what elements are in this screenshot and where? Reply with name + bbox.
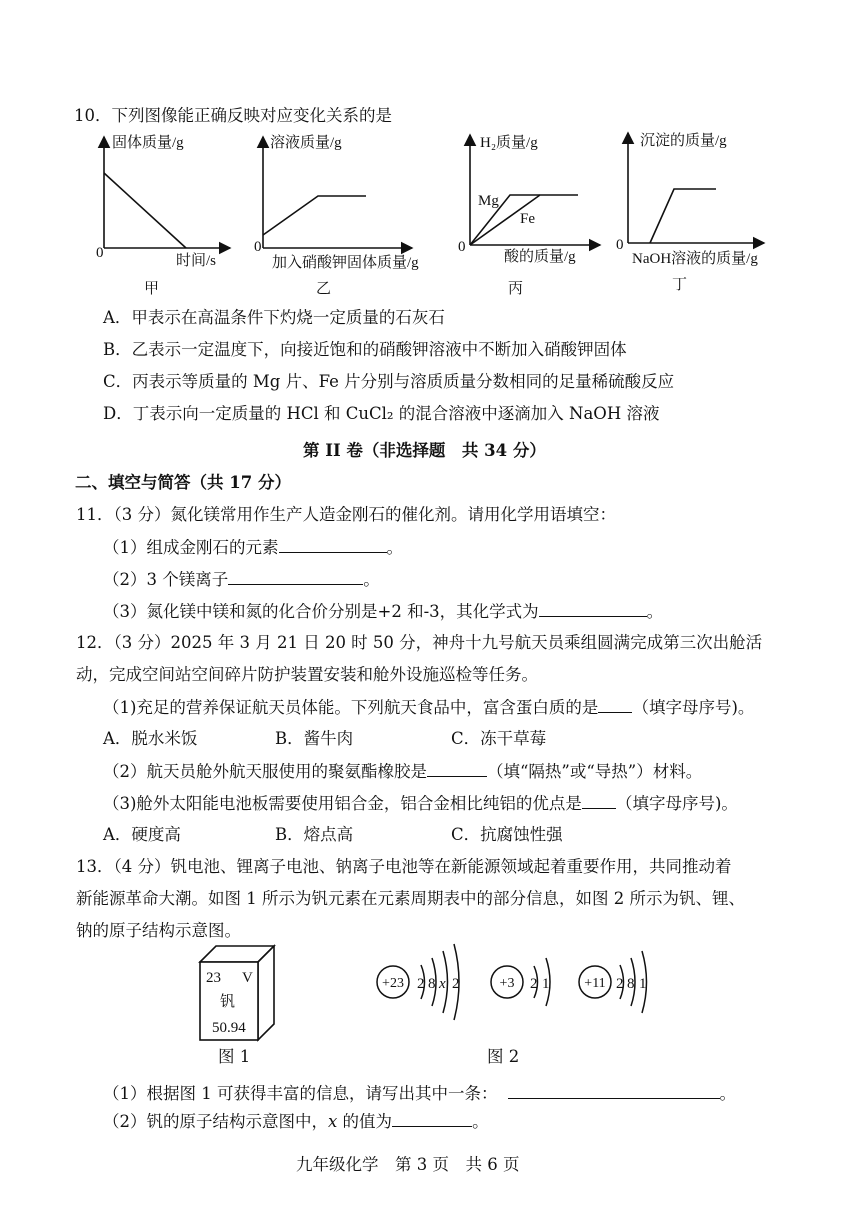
q11-stem: 11．（3 分）氮化镁常用作生产人造金刚石的催化剂。请用化学用语填空： bbox=[76, 505, 616, 524]
vanadium-element-tile bbox=[192, 938, 292, 1038]
chart-bing-name: 丙 bbox=[508, 281, 524, 297]
na-shell-2: 8 bbox=[627, 976, 635, 992]
chart-bing-fe-label: Fe bbox=[520, 211, 535, 227]
tile-name: 钒 bbox=[220, 994, 236, 1010]
answer-blank[interactable] bbox=[427, 760, 487, 777]
q12-s3-option-c: C．抗腐蚀性强 bbox=[451, 825, 563, 844]
chart-ding-origin: 0 bbox=[616, 237, 624, 253]
li-shell-2: 1 bbox=[542, 976, 550, 992]
figure-2-caption: 图 2 bbox=[487, 1047, 520, 1066]
answer-blank[interactable] bbox=[392, 1110, 472, 1127]
chart-ding-line bbox=[650, 189, 716, 243]
chart-yi-line bbox=[263, 196, 366, 235]
v-shell-2: 8 bbox=[428, 976, 436, 992]
chart-bing-xlabel: 酸的质量/g bbox=[504, 249, 576, 265]
chart-yi bbox=[254, 133, 419, 297]
chart-yi-origin: 0 bbox=[254, 239, 262, 255]
chart-ding bbox=[616, 132, 764, 293]
chart-ding-name: 丁 bbox=[672, 277, 688, 293]
chart-ding-xlabel: NaOH溶液的质量/g bbox=[632, 251, 758, 267]
q10-charts bbox=[0, 125, 860, 325]
q10-option-b: B．乙表示一定温度下，向接近饱和的硝酸钾溶液中不断加入硝酸钾固体 bbox=[103, 340, 627, 359]
q12-s3-option-b: B．熔点高 bbox=[275, 825, 354, 844]
q11-s1: （1）组成金刚石的元素 。 bbox=[103, 538, 403, 557]
tile-atomic-mass: 50.94 bbox=[212, 1020, 246, 1036]
chart-jia-origin: 0 bbox=[96, 245, 104, 261]
answer-blank[interactable] bbox=[598, 696, 632, 713]
answer-blank[interactable] bbox=[508, 1082, 720, 1099]
chart-jia-xlabel: 时间/s bbox=[176, 253, 217, 269]
chart-bing-ylabel: H₂质量/g bbox=[480, 135, 538, 151]
chart-bing bbox=[458, 134, 600, 297]
na-nucleus: +11 bbox=[584, 976, 606, 991]
q12-s1-option-a: A．脱水米饭 bbox=[103, 729, 198, 748]
q13-line2: 新能源革命大潮。如图 1 所示为钒元素在元素周期表中的部分信息，如图 2 所示为钒、锂、 bbox=[76, 889, 745, 908]
answer-blank[interactable] bbox=[228, 568, 363, 585]
q12-s2: （2）航天员舱外航天服使用的聚氨酯橡胶是 （填“隔热”或“导热”）材料。 bbox=[103, 762, 703, 781]
q12-line1: 12．（3 分）2025 年 3 月 21 日 20 时 50 分，神舟十九号航天员乘组圆满完成第三次出舱活 bbox=[76, 633, 763, 652]
chart-yi-xlabel: 加入硝酸钾固体质量/g bbox=[272, 255, 419, 271]
tile-atomic-number: 23 bbox=[206, 970, 221, 986]
chart-yi-name: 乙 bbox=[316, 281, 332, 297]
chart-bing-mg-label: Mg bbox=[478, 193, 499, 209]
v-shell-4: 2 bbox=[452, 976, 460, 992]
v-shell-1: 2 bbox=[417, 976, 425, 992]
part2-title: 第 II 卷（非选择题 共 34 分） bbox=[303, 441, 546, 460]
q12-s1: （1)充足的营养保证航天员体能。下列航天食品中，富含蛋白质的是 （填字母序号)。 bbox=[103, 698, 755, 717]
q10-option-a: A．甲表示在高温条件下灼烧一定质量的石灰石 bbox=[103, 308, 445, 327]
v-nucleus: +23 bbox=[382, 976, 404, 991]
q12-line2: 动，完成空间站空间碎片防护装置安装和舱外设施巡检等任务。 bbox=[76, 665, 538, 684]
na-shell-3: 1 bbox=[639, 976, 647, 992]
page-footer: 九年级化学 第 3 页 共 6 页 bbox=[296, 1155, 520, 1174]
q10-option-c: C．丙表示等质量的 Mg 片、Fe 片分别与溶质质量分数相同的足量稀硫酸反应 bbox=[103, 372, 675, 391]
answer-blank[interactable] bbox=[279, 536, 387, 553]
q10-stem: 10．下列图像能正确反映对应变化关系的是 bbox=[74, 106, 392, 125]
q13-s1: （1）根据图 1 可获得丰富的信息，请写出其中一条： 。 bbox=[103, 1084, 736, 1103]
atomic-structure-diagrams bbox=[372, 935, 692, 1045]
q11-s2: （2）3 个镁离子 。 bbox=[103, 570, 380, 589]
q12-s3-option-a: A．硬度高 bbox=[103, 825, 181, 844]
q12-s1-option-b: B．酱牛肉 bbox=[275, 729, 354, 748]
chart-ding-ylabel: 沉淀的质量/g bbox=[640, 133, 727, 149]
q13-line1: 13．（4 分）钒电池、锂离子电池、钠离子电池等在新能源领域起着重要作用，共同推动着 bbox=[76, 857, 732, 876]
li-nucleus: +3 bbox=[499, 976, 515, 991]
q13-line3: 钠的原子结构示意图。 bbox=[76, 921, 241, 940]
q12-s1-option-c: C．冻干草莓 bbox=[451, 729, 547, 748]
tile-symbol: V bbox=[242, 970, 253, 986]
answer-blank[interactable] bbox=[582, 792, 616, 809]
chart-yi-ylabel: 溶液质量/g bbox=[270, 135, 342, 151]
chart-jia-ylabel: 固体质量/g bbox=[112, 135, 184, 151]
chart-jia-line bbox=[104, 173, 186, 248]
figure-1-caption: 图 1 bbox=[218, 1047, 251, 1066]
chart-bing-origin: 0 bbox=[458, 239, 466, 255]
answer-blank[interactable] bbox=[539, 600, 647, 617]
na-shell-1: 2 bbox=[616, 976, 624, 992]
v-shell-3: x bbox=[439, 976, 446, 992]
q10-option-d: D．丁表示向一定质量的 HCl 和 CuCl₂ 的混合溶液中逐滴加入 NaOH 溶液 bbox=[103, 404, 660, 423]
chart-jia-name: 甲 bbox=[144, 281, 160, 297]
chart-jia bbox=[96, 134, 230, 297]
q12-s3: （3)舱外太阳能电池板需要使用铝合金，铝合金相比纯铝的优点是 （填字母序号)。 bbox=[103, 794, 738, 813]
section-title: 二、填空与简答（共 17 分） bbox=[75, 473, 291, 492]
q11-s3: （3）氮化镁中镁和氮的化合价分别是+2 和-3，其化学式为 。 bbox=[103, 602, 664, 621]
q13-s2: （2）钒的原子结构示意图中，x 的值为 。 bbox=[103, 1112, 489, 1131]
li-shell-1: 2 bbox=[530, 976, 538, 992]
